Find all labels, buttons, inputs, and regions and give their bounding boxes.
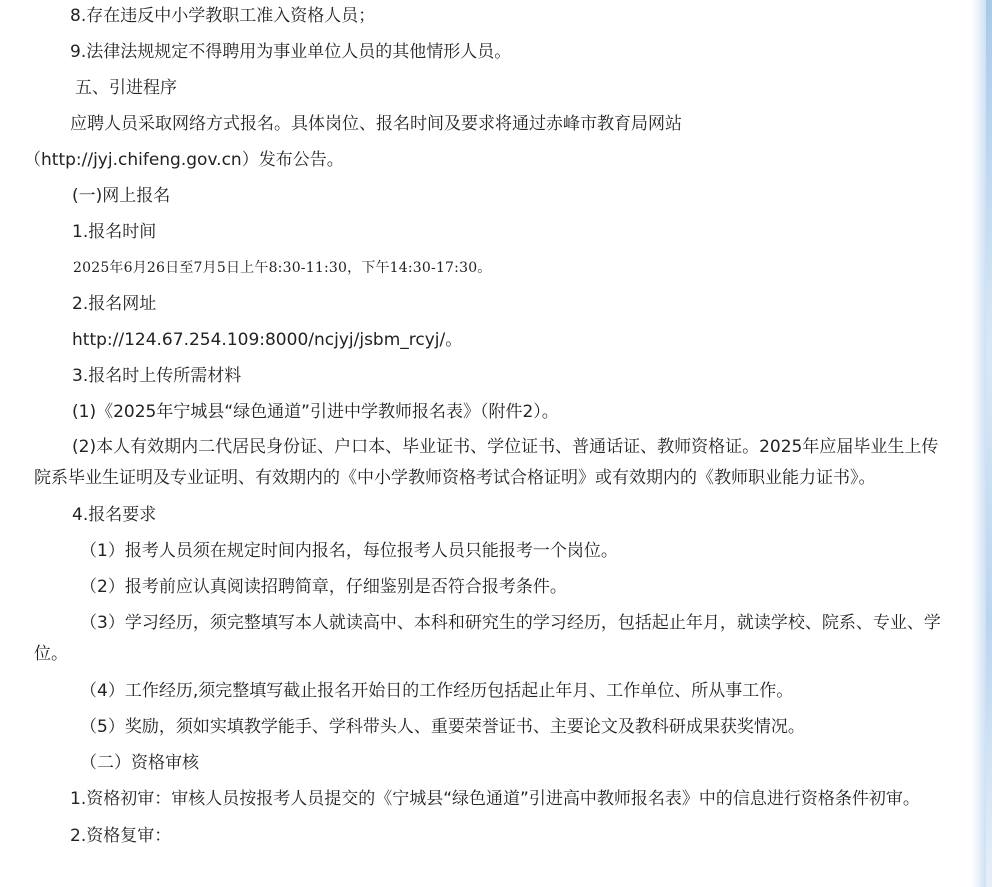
paragraph-intro-line1: 应聘人员采取网络方式报名。具体岗位、报名时间及要求将通过赤峰市教育局网站 [70,114,682,134]
subheading-online-registration: (一)网上报名 [72,186,171,206]
subheading-registration-time: 1.报名时间 [72,222,157,242]
paragraph-intro-line2: （http://jyj.chifeng.gov.cn）发布公告。 [24,150,344,170]
review-item-2: 2.资格复审： [70,826,172,846]
requirement-item-1: （1）报考人员须在规定时间内报名，每位报考人员只能报考一个岗位。 [80,541,618,561]
requirement-item-5: （5）奖励，须如实填教学能手、学科带头人、重要荣誉证书、主要论文及教科研成果获奖情况。 [80,717,805,737]
requirement-item-2: （2）报考前应认真阅读招聘简章，仔细鉴别是否符合报考条件。 [80,577,567,597]
subheading-registration-requirements: 4.报名要求 [72,505,157,525]
material-item-2: (2)本人有效期内二代居民身份证、户口本、毕业证书、学位证书、普通话证、教师资格证。2025年应届毕业生上传院系毕业生证明及专业证明、有效期内的《中小学教师资格考试合格证明》或有效期内的《教师职业能力证书》。 [34,437,939,488]
paragraph-item-9: 9.法律法规规定不得聘用为事业单位人员的其他情形人员。 [70,42,512,62]
paragraph-item-8: 8.存在违反中小学教职工准入资格人员； [70,6,376,26]
registration-url-value: http://124.67.254.109:8000/ncjyj/jsbm_rcyj/。 [72,330,463,350]
review-item-1: 1.资格初审：审核人员按报考人员提交的《宁城县“绿色通道”引进高中教师报名表》中的信息进行资格条件初审。 [70,789,920,809]
material-item-1: (1)《2025年宁城县“绿色通道”引进中学教师报名表》（附件2）。 [72,402,559,422]
requirement-item-3: （3）学习经历，须完整填写本人就读高中、本科和研究生的学习经历，包括起止年月，就读学校、院系、专业、学位。 [34,613,941,664]
window-edge [970,0,992,887]
registration-time-value: 2025年6月26日至7月5日上午8:30-11:30，下午14:30-17:30。 [73,260,492,276]
window-edge-glow [986,0,992,887]
requirement-item-4: （4）工作经历,须完整填写截止报名开始日的工作经历包括起止年月、工作单位、所从事工作。 [80,681,794,701]
subheading-registration-url: 2.报名网址 [72,294,157,314]
section-heading-procedure: 五、引进程序 [75,78,177,98]
subheading-qualification-review: （二）资格审核 [80,753,199,773]
subheading-upload-materials: 3.报名时上传所需材料 [72,366,242,386]
